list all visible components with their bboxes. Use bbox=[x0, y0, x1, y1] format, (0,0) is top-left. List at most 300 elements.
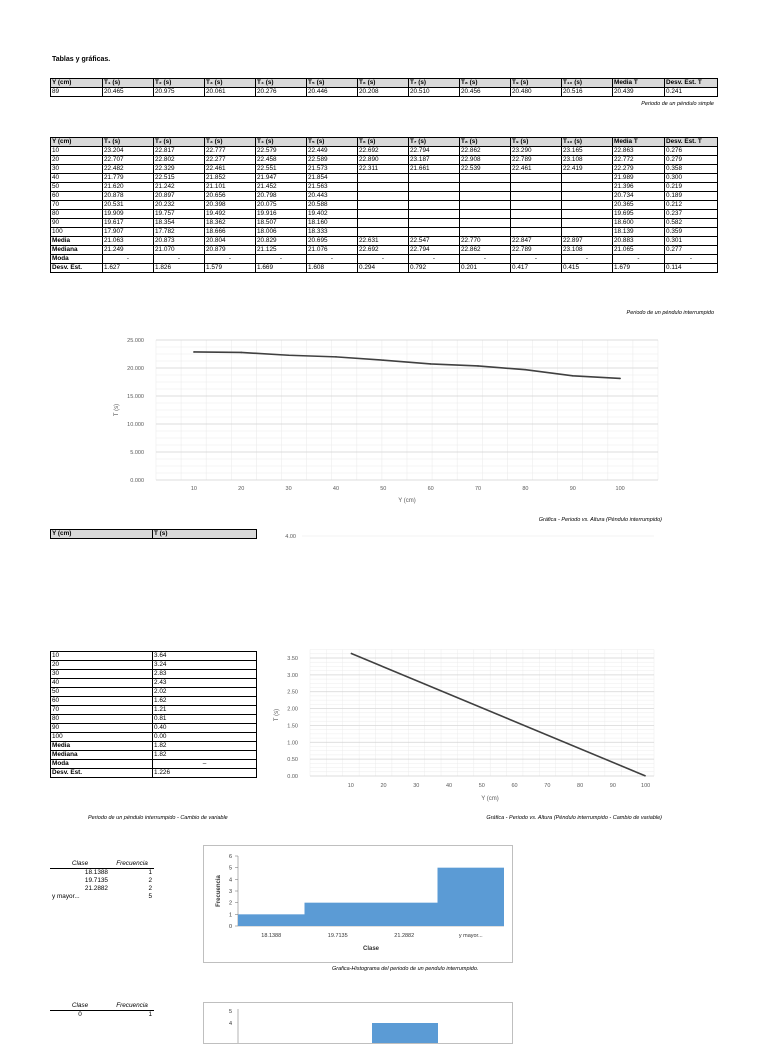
x-tick-label: 90 bbox=[569, 486, 576, 492]
table-cell: 22.589 bbox=[307, 156, 358, 165]
table-cell bbox=[460, 201, 511, 210]
table-cell: 30 bbox=[51, 165, 103, 174]
y-tick-label: 6 bbox=[228, 854, 232, 860]
table-cell: 90 bbox=[51, 724, 153, 733]
table-cell: 40 bbox=[51, 679, 153, 688]
stats-row bbox=[51, 742, 257, 751]
table-cell: 22.329 bbox=[154, 165, 205, 174]
table-cell: 21.2882 bbox=[84, 885, 108, 892]
table-cell: 19.7135 bbox=[84, 877, 108, 884]
table-cell: 0.277 bbox=[665, 246, 718, 255]
table-row bbox=[51, 192, 718, 201]
table-cell: 18.362 bbox=[205, 219, 256, 228]
period-vs-height-chart bbox=[100, 330, 670, 510]
table-cell: 22.277 bbox=[205, 156, 256, 165]
period-vs-height-changevar-chart bbox=[260, 528, 670, 810]
table-cell: 0.114 bbox=[665, 264, 718, 273]
table-cell bbox=[358, 210, 409, 219]
table-cell: 22.863 bbox=[613, 147, 665, 156]
table-row bbox=[51, 715, 257, 724]
table-cell bbox=[511, 210, 562, 219]
table-cell: 70 bbox=[51, 706, 153, 715]
stats-row bbox=[51, 246, 718, 255]
y-tick-label: 2 bbox=[228, 900, 232, 907]
table-cell: 22.908 bbox=[460, 156, 511, 165]
table-cell: 0.219 bbox=[665, 183, 718, 192]
table-cell: Desv. Est. bbox=[51, 769, 153, 778]
table-row bbox=[50, 893, 154, 901]
col-header: Media T bbox=[613, 79, 665, 88]
frequency-table bbox=[50, 860, 154, 901]
table-cell: y mayor... bbox=[52, 893, 80, 900]
table-cell: 19.617 bbox=[103, 219, 154, 228]
table-cell: - bbox=[154, 255, 205, 264]
table-cell: 50 bbox=[51, 183, 103, 192]
table-row bbox=[51, 174, 718, 183]
col-header: T₅ (s) bbox=[307, 138, 358, 147]
table-cell: 22.789 bbox=[511, 156, 562, 165]
table-cell: 21.852 bbox=[205, 174, 256, 183]
y-tick-label: 0 bbox=[228, 924, 232, 930]
table-cell: 2.02 bbox=[153, 688, 257, 697]
col-header-y: Y (cm) bbox=[51, 530, 153, 539]
table-cell: 22.802 bbox=[154, 156, 205, 165]
table-row bbox=[51, 201, 718, 210]
table-cell: 22.311 bbox=[358, 165, 409, 174]
y-tick-label: 15.000 bbox=[127, 394, 144, 400]
x-axis-label: Y (cm) bbox=[398, 498, 416, 504]
change-variable-table bbox=[50, 651, 257, 778]
col-header: T₁₀ (s) bbox=[562, 138, 613, 147]
table-cell bbox=[460, 192, 511, 201]
y-axis-label: Frecuencia bbox=[216, 875, 222, 907]
table-cell: 20.897 bbox=[154, 192, 205, 201]
x-tick-label: 10 bbox=[347, 783, 354, 789]
table-cell bbox=[562, 183, 613, 192]
table-cell: 3.64 bbox=[153, 652, 257, 661]
histogram-box bbox=[203, 845, 513, 963]
table-cell: 21.070 bbox=[154, 246, 205, 255]
table-cell: 20.480 bbox=[511, 88, 562, 97]
table-cell: 0 bbox=[78, 1011, 82, 1018]
table-cell: 20.695 bbox=[307, 237, 358, 246]
table-row bbox=[50, 885, 154, 893]
table-cell bbox=[409, 183, 460, 192]
table-cell: - bbox=[613, 255, 665, 264]
table-cell: 18.600 bbox=[613, 219, 665, 228]
table-cell: 22.862 bbox=[460, 147, 511, 156]
table-cell: 20.516 bbox=[562, 88, 613, 97]
col-header: Clase bbox=[50, 1002, 110, 1011]
table-cell: 22.692 bbox=[358, 246, 409, 255]
table-cell: 21.076 bbox=[307, 246, 358, 255]
table-cell: 19.492 bbox=[205, 210, 256, 219]
table-cell: 20.531 bbox=[103, 201, 154, 210]
col-header: T₁ (s) bbox=[103, 79, 154, 88]
table-cell: 22.794 bbox=[409, 246, 460, 255]
table-cell: Mediana bbox=[51, 751, 153, 760]
table-cell: 22.461 bbox=[511, 165, 562, 174]
table-row bbox=[51, 147, 718, 156]
table-cell: 20.075 bbox=[256, 201, 307, 210]
stats-row bbox=[51, 237, 718, 246]
table-cell: 17.907 bbox=[103, 228, 154, 237]
col-header: T₇ (s) bbox=[409, 138, 460, 147]
stats-row bbox=[51, 769, 257, 778]
y-tick-label: 4.00 bbox=[285, 534, 296, 540]
table-cell: 20.804 bbox=[205, 237, 256, 246]
table-cell: 20.873 bbox=[154, 237, 205, 246]
col-header: T₆ (s) bbox=[358, 79, 409, 88]
table-cell: 18.354 bbox=[154, 219, 205, 228]
table-row bbox=[51, 697, 257, 706]
histogram-box-2 bbox=[203, 1002, 513, 1044]
table-cell bbox=[562, 192, 613, 201]
x-tick-label: 20 bbox=[238, 486, 245, 492]
table-cell: 23.187 bbox=[409, 156, 460, 165]
table-cell: 20 bbox=[51, 156, 103, 165]
table-cell: 22.458 bbox=[256, 156, 307, 165]
chart2-caption: Gráfica - Periodo vs. Altura (Péndulo interrumpido - Cambio de variable) bbox=[486, 815, 662, 821]
table-cell: 20.439 bbox=[613, 88, 665, 97]
table-cell: 0.300 bbox=[665, 174, 718, 183]
table-cell: 22.539 bbox=[460, 165, 511, 174]
table-cell: 23.165 bbox=[562, 147, 613, 156]
table-cell: 20.456 bbox=[460, 88, 511, 97]
table-cell: 22.817 bbox=[154, 147, 205, 156]
stats-row bbox=[51, 255, 718, 264]
table-cell: 22.515 bbox=[154, 174, 205, 183]
histogram-bar bbox=[372, 1023, 438, 1043]
table-cell: 70 bbox=[51, 201, 103, 210]
table-cell: 20.465 bbox=[103, 88, 154, 97]
table-row bbox=[51, 670, 257, 679]
table-cell: 21.661 bbox=[409, 165, 460, 174]
x-tick-label: 50 bbox=[380, 486, 387, 492]
table-cell: 1.679 bbox=[613, 264, 665, 273]
table-cell: 19.402 bbox=[307, 210, 358, 219]
table-cell: 0.00 bbox=[153, 733, 257, 742]
changevar-caption: Periodo de un péndulo interrumpido - Cambio de variable bbox=[88, 815, 228, 821]
table-cell: 18.333 bbox=[307, 228, 358, 237]
table-cell: 0.417 bbox=[511, 264, 562, 273]
table-row bbox=[51, 183, 718, 192]
histogram-chart-2 bbox=[204, 1003, 512, 1043]
table-cell: 20.398 bbox=[205, 201, 256, 210]
table-cell bbox=[409, 192, 460, 201]
small-header-table bbox=[50, 529, 257, 539]
x-tick-label: 90 bbox=[609, 783, 616, 789]
data-point bbox=[335, 356, 337, 358]
table-row bbox=[51, 88, 718, 97]
col-header: Y (cm) bbox=[51, 138, 103, 147]
x-tick-label: 20 bbox=[380, 783, 387, 789]
table-cell: 1.579 bbox=[205, 264, 256, 273]
table-header-row bbox=[51, 138, 718, 147]
table-cell: 0.241 bbox=[665, 88, 718, 97]
table-cell: 23.108 bbox=[562, 246, 613, 255]
table-cell: 21.101 bbox=[205, 183, 256, 192]
histogram-bar bbox=[305, 903, 372, 926]
table-cell: 21.452 bbox=[256, 183, 307, 192]
table-cell: 2 bbox=[148, 877, 152, 884]
table-cell: 1.608 bbox=[307, 264, 358, 273]
table-cell bbox=[460, 183, 511, 192]
page-title: Tablas y gráficas. bbox=[52, 56, 111, 63]
table-cell: 89 bbox=[51, 88, 103, 97]
table-cell: 0.415 bbox=[562, 264, 613, 273]
y-tick-label: 3.00 bbox=[287, 672, 298, 679]
x-tick-label: 80 bbox=[522, 486, 529, 492]
y-tick-label: 5 bbox=[228, 865, 232, 872]
table-cell: 0.40 bbox=[153, 724, 257, 733]
table-cell: 23.290 bbox=[511, 147, 562, 156]
table-cell: 20.798 bbox=[256, 192, 307, 201]
table-cell: 20.510 bbox=[409, 88, 460, 97]
y-tick-label: 2.50 bbox=[287, 689, 298, 696]
table-cell: 80 bbox=[51, 210, 103, 219]
table-cell: 21.573 bbox=[307, 165, 358, 174]
table-cell: 20.734 bbox=[613, 192, 665, 201]
data-series-line bbox=[351, 653, 646, 776]
table-cell: – bbox=[153, 760, 257, 769]
histogram-bar bbox=[438, 868, 505, 926]
table-cell: 22.419 bbox=[562, 165, 613, 174]
x-tick-label: 60 bbox=[511, 783, 518, 789]
freq-header-row bbox=[50, 860, 154, 869]
chart1-caption: Gráfica - Periodo vs. Altura (Péndulo interrumpido) bbox=[538, 517, 662, 523]
table-cell: 80 bbox=[51, 715, 153, 724]
table-cell: - bbox=[205, 255, 256, 264]
x-tick-label: y mayor... bbox=[458, 933, 483, 939]
x-tick-label: 10 bbox=[190, 486, 197, 492]
table-cell: 22.692 bbox=[358, 147, 409, 156]
table-cell: 22.579 bbox=[256, 147, 307, 156]
col-header: T₁ (s) bbox=[103, 138, 154, 147]
data-point bbox=[383, 359, 385, 361]
histogram-chart bbox=[204, 846, 512, 962]
x-tick-label: 40 bbox=[445, 783, 453, 789]
table-cell bbox=[358, 201, 409, 210]
table-cell: 21.779 bbox=[103, 174, 154, 183]
x-tick-label: 21.2882 bbox=[394, 933, 415, 939]
table-cell: 18.666 bbox=[205, 228, 256, 237]
table-cell: 1 bbox=[148, 1011, 152, 1018]
table-cell: 0.582 bbox=[665, 219, 718, 228]
table-cell bbox=[358, 219, 409, 228]
col-header: T₆ (s) bbox=[358, 138, 409, 147]
col-header: T₉ (s) bbox=[511, 79, 562, 88]
table-cell: 22.772 bbox=[613, 156, 665, 165]
table-cell: Mediana bbox=[51, 246, 103, 255]
col-header: Desv. Est. T bbox=[665, 138, 718, 147]
table-cell: - bbox=[665, 255, 718, 264]
x-tick-label: 40 bbox=[332, 486, 340, 492]
table-cell: 22.461 bbox=[205, 165, 256, 174]
table-cell: 21.620 bbox=[103, 183, 154, 192]
data-point bbox=[619, 378, 621, 380]
table-cell: Moda bbox=[51, 255, 103, 264]
data-point bbox=[572, 375, 574, 377]
table-cell: 0.237 bbox=[665, 210, 718, 219]
frequency-table-2 bbox=[50, 1002, 154, 1019]
table-cell: 21.065 bbox=[613, 246, 665, 255]
data-point bbox=[288, 354, 290, 356]
table-cell: 20.883 bbox=[613, 237, 665, 246]
table-cell: 1.21 bbox=[153, 706, 257, 715]
table-cell: 19.695 bbox=[613, 210, 665, 219]
table-row bbox=[51, 733, 257, 742]
y-tick-label: 1.00 bbox=[287, 740, 298, 747]
table-cell: 5 bbox=[148, 893, 152, 900]
table-cell: - bbox=[307, 255, 358, 264]
y-tick-label: 0.000 bbox=[130, 478, 144, 484]
table-cell: 19.757 bbox=[154, 210, 205, 219]
table-row bbox=[51, 219, 718, 228]
table-cell: 23.204 bbox=[103, 147, 154, 156]
table-cell bbox=[511, 219, 562, 228]
col-header: T₂ (s) bbox=[154, 79, 205, 88]
table-cell: 0.279 bbox=[665, 156, 718, 165]
table-cell: 90 bbox=[51, 219, 103, 228]
y-tick-label: 4 bbox=[228, 1021, 232, 1027]
table-row bbox=[51, 706, 257, 715]
col-header: T₇ (s) bbox=[409, 79, 460, 88]
table-cell: 10 bbox=[51, 652, 153, 661]
x-tick-label: 18.1388 bbox=[261, 933, 282, 939]
table-cell: 20.879 bbox=[205, 246, 256, 255]
data-point bbox=[240, 352, 242, 354]
table-cell: 18.160 bbox=[307, 219, 358, 228]
interrupted-caption: Periodo de un péndulo interrumpido bbox=[626, 310, 714, 316]
table-cell: - bbox=[409, 255, 460, 264]
y-axis-label: T (s) bbox=[114, 403, 120, 417]
y-tick-label: 25.000 bbox=[127, 338, 144, 344]
interrupted-pendulum-table bbox=[50, 137, 718, 273]
y-tick-label: 4 bbox=[228, 877, 232, 884]
col-header: T₈ (s) bbox=[460, 138, 511, 147]
table-cell: 0.301 bbox=[665, 237, 718, 246]
histogram-bar bbox=[238, 914, 305, 926]
table-cell: 22.547 bbox=[409, 237, 460, 246]
col-header: Clase bbox=[50, 860, 110, 869]
table-cell: 22.551 bbox=[256, 165, 307, 174]
table-cell: 60 bbox=[51, 697, 153, 706]
col-header: T₄ (s) bbox=[256, 138, 307, 147]
table-header-row bbox=[51, 79, 718, 88]
table-cell: 0.189 bbox=[665, 192, 718, 201]
table-row bbox=[51, 210, 718, 219]
col-header: Media T bbox=[613, 138, 665, 147]
table-cell: 0.81 bbox=[153, 715, 257, 724]
table-cell bbox=[511, 201, 562, 210]
table-row bbox=[51, 165, 718, 174]
table-cell: 21.125 bbox=[256, 246, 307, 255]
table-cell: 22.890 bbox=[358, 156, 409, 165]
table-cell bbox=[562, 174, 613, 183]
x-tick-label: 100 bbox=[615, 486, 625, 492]
table-cell: 21.396 bbox=[613, 183, 665, 192]
table-cell bbox=[460, 174, 511, 183]
stats-row bbox=[51, 760, 257, 769]
table-cell bbox=[511, 192, 562, 201]
table-cell: - bbox=[460, 255, 511, 264]
x-axis-label: Y (cm) bbox=[481, 796, 499, 802]
table-cell: 22.862 bbox=[460, 246, 511, 255]
table-cell bbox=[409, 210, 460, 219]
data-point bbox=[430, 363, 432, 365]
table-cell: 3.24 bbox=[153, 661, 257, 670]
table-cell: Media bbox=[51, 742, 153, 751]
data-point bbox=[193, 351, 195, 353]
table-cell: 20.276 bbox=[256, 88, 307, 97]
table-cell: 2.43 bbox=[153, 679, 257, 688]
table-cell: 22.482 bbox=[103, 165, 154, 174]
table-cell: 10 bbox=[51, 147, 103, 156]
table-cell: 1.82 bbox=[153, 742, 257, 751]
table-cell: 21.249 bbox=[103, 246, 154, 255]
freq-header-row bbox=[50, 1002, 154, 1011]
y-tick-label: 3.50 bbox=[287, 656, 298, 662]
table-cell: 22.279 bbox=[613, 165, 665, 174]
y-tick-label: 2.00 bbox=[287, 706, 298, 713]
col-header: Frecuencia bbox=[110, 860, 154, 869]
table-cell: 22.770 bbox=[460, 237, 511, 246]
table-cell: 21.947 bbox=[256, 174, 307, 183]
y-tick-label: 20.000 bbox=[127, 366, 144, 372]
table-cell: 19.909 bbox=[103, 210, 154, 219]
histogram-bar bbox=[371, 903, 438, 926]
table-cell: 1.826 bbox=[154, 264, 205, 273]
table-cell: 19.916 bbox=[256, 210, 307, 219]
col-header: T₄ (s) bbox=[256, 79, 307, 88]
table-cell: 1 bbox=[148, 869, 152, 876]
table-cell: 22.794 bbox=[409, 147, 460, 156]
table-cell: - bbox=[511, 255, 562, 264]
table-cell: - bbox=[103, 255, 154, 264]
table-cell: 22.707 bbox=[103, 156, 154, 165]
table-cell bbox=[562, 219, 613, 228]
table-row bbox=[50, 877, 154, 885]
y-tick-label: 0.00 bbox=[287, 774, 298, 780]
x-tick-label: 19.7135 bbox=[327, 933, 348, 939]
table-cell: 20.443 bbox=[307, 192, 358, 201]
table-row bbox=[51, 661, 257, 670]
table-cell bbox=[358, 174, 409, 183]
table-cell: 2 bbox=[148, 885, 152, 892]
table-cell: 20.208 bbox=[358, 88, 409, 97]
table-cell: 22.777 bbox=[205, 147, 256, 156]
table-cell: 0.276 bbox=[665, 147, 718, 156]
histogram-caption: Grafica-Histograma del periodo de un pendulo interrumpido. bbox=[332, 966, 479, 972]
table-cell bbox=[409, 201, 460, 210]
table-cell: 20.365 bbox=[613, 201, 665, 210]
table-cell bbox=[511, 174, 562, 183]
table-row bbox=[51, 156, 718, 165]
col-header: Frecuencia bbox=[110, 1002, 154, 1011]
table-cell bbox=[562, 201, 613, 210]
table-cell: 0.358 bbox=[665, 165, 718, 174]
table-cell bbox=[511, 228, 562, 237]
table-cell: 21.989 bbox=[613, 174, 665, 183]
y-tick-label: 1.50 bbox=[287, 723, 298, 730]
table-cell: 100 bbox=[51, 733, 153, 742]
stats-row bbox=[51, 264, 718, 273]
table-cell: 20.446 bbox=[307, 88, 358, 97]
table-cell bbox=[409, 219, 460, 228]
table-cell: 20.829 bbox=[256, 237, 307, 246]
table-cell: 60 bbox=[51, 192, 103, 201]
